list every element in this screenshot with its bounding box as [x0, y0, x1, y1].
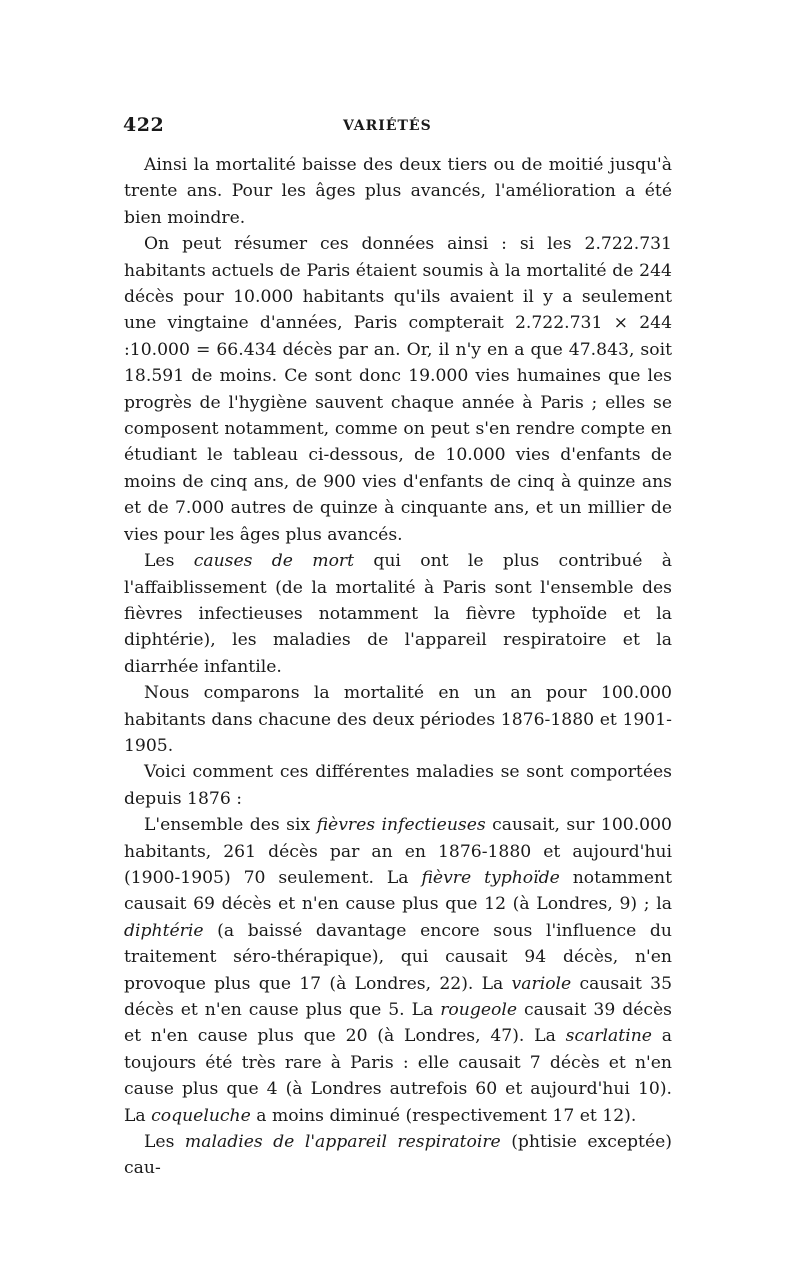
text-segment: On peut résumer ces données ainsi : si les 2.722.731 habitants actuels de Paris étaient soumis à la mortalité de 244 décès pour 10.000 habitants qu'ils avaient il y a seulement une vingtaine d'années, Paris compterait 2.722.731 × 244 :10.000 = 66.434 décès par an. Or, il n'y en a que 47.843, soit 18.591 de moins. Ce sont donc 19.000 vies humaines que les progrès de l'hygiène sauvent chaque année à Paris ; elles se composent notamment, comme on peut s'en rendre compte en étudiant le tableau ci-dessous, de 10.000 vies d'enfants de moins de cinq ans, de 900 vies d'enfants de cinq à quinze ans et de 7.000 autres de quinze à cinquante ans, et un millier de vies pour les âges plus avancés. [124, 234, 672, 545]
text-segment: a toujours été très rare à Paris : elle causait 7 décès et n'en cause plus que 4 (à Londres autrefois 60 et aujourd'hui 10). La [124, 1026, 672, 1126]
italic-text: fièvre typhoïde [421, 867, 560, 888]
text-segment: qui ont le plus contribué à l'affaiblissement (de la mortalité à Paris sont l'ensemble des fièvres infectieuses notamment la fièvre typhoïde et la diphtérie), les maladies de l'appareil respiratoire et la diarrhée infantile. [124, 551, 673, 677]
italic-text: variole [511, 973, 572, 994]
text-segment: causait 35 décès et n'en cause plus que 5. La [124, 973, 673, 1020]
text-segment: (phtisie exceptée) cau- [124, 1132, 672, 1179]
text-segment: Les [144, 551, 194, 572]
text-segment: L'ensemble des six [144, 815, 317, 836]
text-segment: (a baissé davantage encore sous l'influence du traitement séro-thérapique), qui causait 94 décès, n'en provoque plus que 17 (à Londres, 22). La [124, 920, 672, 994]
italic-text: maladies de l'appareil respiratoire [184, 1132, 501, 1153]
running-head: VARIÉTÉS [343, 118, 432, 134]
text-segment: causait, sur 100.000 habitants, 261 décès par an en 1876-1880 et aujourd'hui (1900-1905) 70 seulement. La [124, 815, 672, 888]
italic-text: coqueluche [151, 1105, 251, 1126]
paragraph [124, 152, 672, 231]
italic-text: diphtérie [124, 920, 204, 941]
page-number: 422 [123, 114, 165, 136]
italic-text: causes de mort [193, 551, 355, 572]
italic-text: scarlatine [565, 1026, 652, 1047]
text-segment: Les [144, 1132, 185, 1153]
text-segment: a moins diminué (respectivement 17 et 12). [250, 1105, 637, 1126]
paragraph [124, 1129, 672, 1182]
text-segment: notamment causait 69 décès et n'en cause plus que 12 (à Londres, 9) ; la [124, 867, 673, 915]
text-segment: Voici comment ces différentes maladies se sont comportées depuis 1876 : [124, 762, 672, 809]
paragraph [124, 548, 672, 680]
page-header [123, 114, 683, 142]
paragraph [124, 231, 672, 548]
paragraph [124, 680, 672, 759]
text-segment: Ainsi la mortalité baisse des deux tiers ou de moitié jusqu'à trente ans. Pour les âges plus avancés, l'amélioration a été bien moindre. [124, 155, 672, 228]
paragraph [124, 812, 672, 1129]
text-segment: causait 39 décès et n'en cause plus que 20 (à Londres, 47). La [124, 1000, 673, 1047]
italic-text: rougeole [440, 1000, 518, 1020]
italic-text: fièvres infectieuses [316, 815, 486, 836]
paragraph [124, 759, 672, 812]
text-segment: Nous comparons la mortalité en un an pour 100.000 habitants dans chacune des deux périodes 1876-1880 et 1901-1905. [124, 683, 672, 756]
body-text [124, 152, 672, 1182]
